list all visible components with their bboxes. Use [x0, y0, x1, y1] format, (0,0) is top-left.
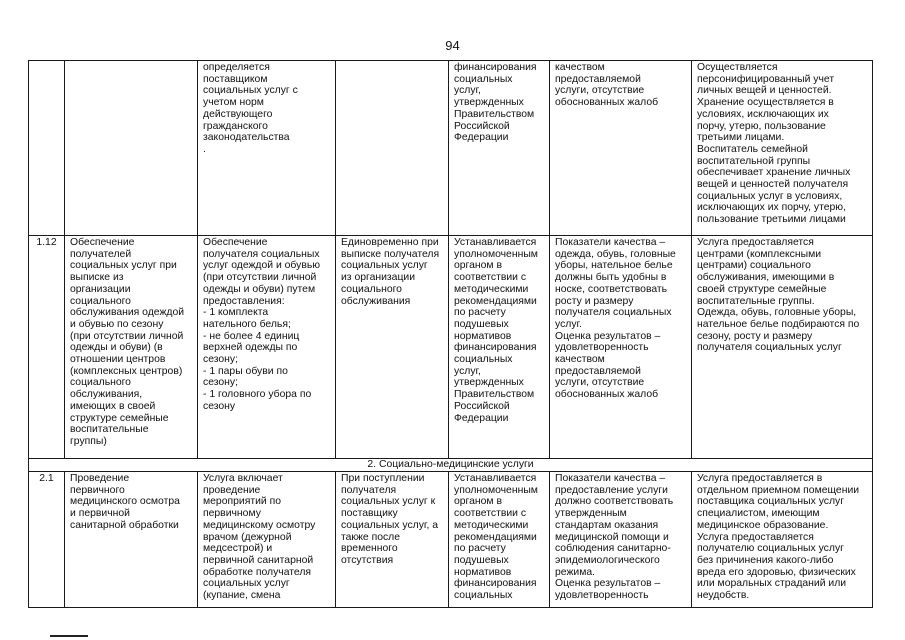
services-table — [28, 60, 873, 608]
financing-norms-cell: Устанавливается уполномоченным органом в соответствии с методическими рекомендациями по расчету подушевых нормативов финансирования социальных услуг, утвержденных Правительством Российской Федерации — [449, 236, 550, 459]
service-terms-cell — [336, 61, 449, 236]
service-name-cell: Проведение первичного медицинского осмотра и первичной санитарной обработки — [65, 472, 198, 608]
table-row — [29, 61, 873, 236]
financing-norms-cell: финансирования социальных услуг, утвержденных Правительством Российской Федерации — [449, 61, 550, 236]
quality-indicators-cell: качеством предоставляемой услуги, отсутствие обоснованных жалоб — [550, 61, 692, 236]
row-number-cell: 1.12 — [29, 236, 65, 459]
scan-artifact-line — [50, 635, 88, 637]
service-name-cell: Обеспечение получателей социальных услуг при выписке из организации социального обслуживания одеждой и обувью по сезону (при отсутствии личной одежды и обуви) (в отношении центров (комплексных центров) социального обслуживания, имеющих в своей структуре семейные воспитательные группы) — [65, 236, 198, 459]
table-row — [29, 472, 873, 608]
provision-conditions-cell: Услуга предоставляется центрами (комплексными центрами) социального обслуживания, имеющими в своей структуре семейные воспитательные группы. Одежда, обувь, головные уборы, нательное белье подбираются по сезону, росту и размеру получателя социальных услуг — [692, 236, 873, 459]
section-heading: 2. Социально-медицинские услуги — [29, 459, 873, 472]
row-number-cell: 2.1 — [29, 472, 65, 608]
financing-norms-cell: Устанавливается уполномоченным органом в соответствии с методическими рекомендациями по расчету подушевых нормативов финансирования социальных — [449, 472, 550, 608]
quality-indicators-cell: Показатели качества – предоставление услуги должно соответствовать утвержденным стандартам оказания медицинской помощи и соблюдения санитарно- эпидемиологического режима. Оценка результатов – удовлетворенность — [550, 472, 692, 608]
section-heading-row — [29, 459, 873, 472]
row-number-cell — [29, 61, 65, 236]
table-row — [29, 236, 873, 459]
service-content-cell: Услуга включает проведение мероприятий по первичному медицинскому осмотру врачом (дежурной медсестрой) и первичной санитарной обработке получателя социальных услуг (купание, смена — [198, 472, 336, 608]
service-content-cell: Обеспечение получателя социальных услуг одеждой и обувью (при отсутствии личной одежды и обуви) путем предоставления: - 1 комплекта нательного белья; - не более 4 единиц верхней одежды по сезону; - 1 пары обуви по сезону; - 1 головного убора по сезону — [198, 236, 336, 459]
provision-conditions-cell: Услуга предоставляется в отдельном приемном помещении поставщика социальных услуг специалистом, имеющим медицинское образование. Услуга предоставляется получателю социальных услуг без причинения какого-либо вреда его здоровью, физических или моральных страданий или неудобств. — [692, 472, 873, 608]
service-terms-cell: Единовременно при выписке получателя социальных услуг из организации социального обслуживания — [336, 236, 449, 459]
service-terms-cell: При поступлении получателя социальных услуг к поставщику социальных услуг, а также после временного отсутствия — [336, 472, 449, 608]
provision-conditions-cell: Осуществляется персонифицированный учет личных вещей и ценностей. Хранение осуществляется в условиях, исключающих их порчу, утерю, пользование третьими лицами. Воспитатель семейной воспитательной группы обеспечивает хранение личных вещей и ценностей получателя социальных услуг в условиях, исключающих их порчу, утерю, пользование третьими лицами — [692, 61, 873, 236]
page-number: 94 — [445, 38, 460, 53]
service-name-cell — [65, 61, 198, 236]
service-content-cell: определяется поставщиком социальных услуг с учетом норм действующего гражданского законодательства . — [198, 61, 336, 236]
quality-indicators-cell: Показатели качества – одежда, обувь, головные уборы, нательное белье должны быть удобны в носке, соответствовать росту и размеру получателя социальных услуг. Оценка результатов – удовлетворенность качеством предоставляемой услуги, отсутствие обоснованных жалоб — [550, 236, 692, 459]
